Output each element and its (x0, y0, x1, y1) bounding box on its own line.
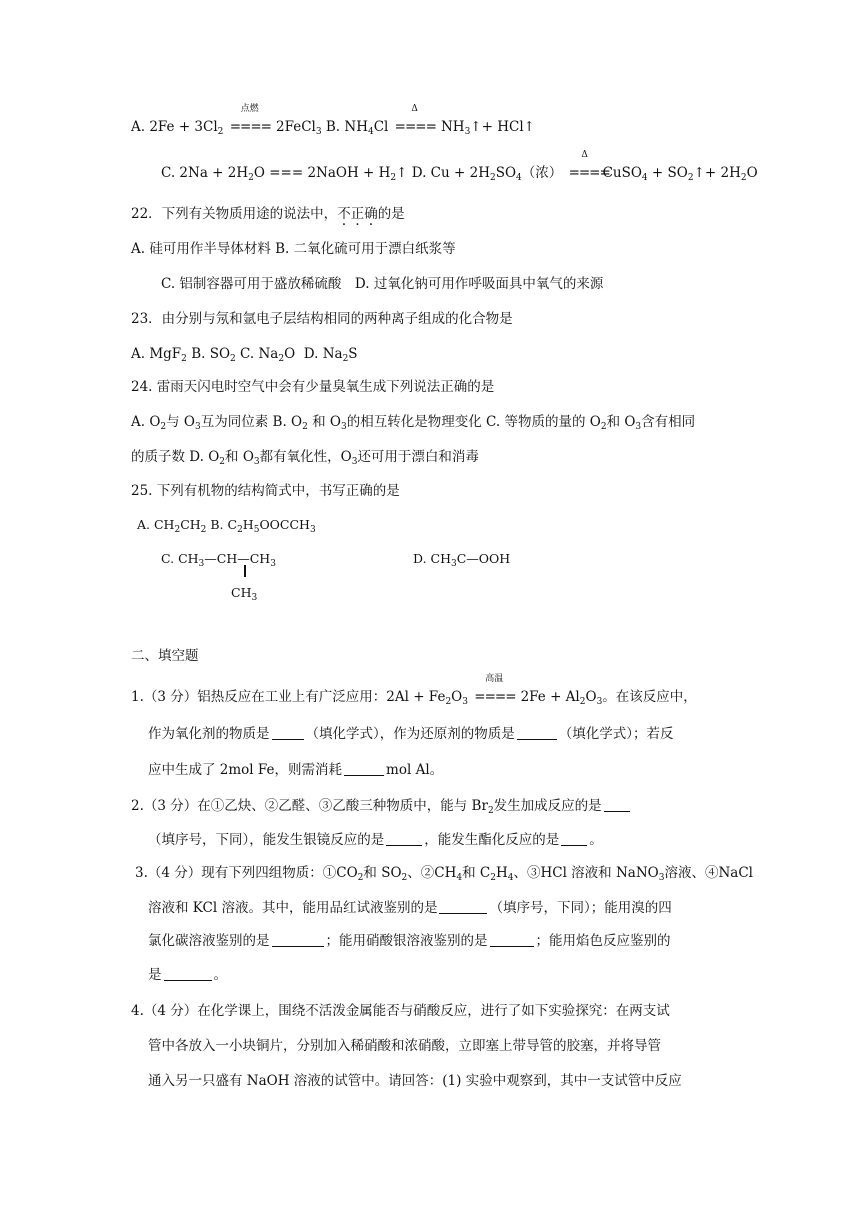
q22-option-cd: C. 铝制容器可用于盛放稀硫酸 D. 过氧化钠可用作呼吸面具中氧气的来源 (161, 276, 604, 292)
q22-stem: 22．下列有关物质用途的说法中，不正确的是 (131, 206, 405, 222)
q22-option-ab: A. 硅可用作半导体材料 B. 二氧化硫可用于漂白纸浆等 (131, 241, 456, 257)
q25-option-d: D. $CH_3C—OOH$ (413, 551, 511, 569)
fill1-line2: 作为氧化剂的物质是 （填化学式），作为还原剂的物质是 （填化学式）；若反 (148, 726, 674, 742)
fill3-line1: 3.（4 分）现有下列四组物质：$①CO_2$和 $SO_2$、$②CH_4$和 $C_2H_4$、③HCl 溶液和 NaNO$_3$溶液、④NaCl (135, 865, 753, 883)
q24-options-line2: 的质子数 D. $O_2$和 $O_3$都有氧化性，$O_3$还可用于漂白和消毒 (131, 449, 479, 467)
answer-blank[interactable] (386, 831, 422, 846)
q25-branch-bond (244, 565, 246, 577)
fill3-line4: 是 。 (148, 967, 227, 983)
fill2-line1: 2.（3 分）在①乙炔、②乙醛、③乙酸三种物质中，能与 $Br_2$发生加成反应的是 (131, 797, 632, 815)
q24-stem: 24. 雷雨天闪电时空气中会有少量臭氧生成下列说法正确的是 (131, 379, 495, 395)
q23-stem: 23．由分别与氖和氩电子层结构相同的两种离子组成的化合物是 (131, 311, 513, 327)
answer-blank[interactable] (517, 725, 557, 740)
answer-blank[interactable] (604, 797, 630, 812)
answer-blank[interactable] (561, 831, 587, 846)
q25-option-c: C. $CH_3—CH—CH_3$ (161, 551, 276, 569)
q24-options-line1: A. $O_2$与 $O_3$互为同位素 B. $O_2$ 和 $O_3$的相互转化是物理变化 C. 等物质的量的 $O_2$和 $O_3$含有相同 (131, 414, 696, 432)
fill3-line2: 溶液和 KCl 溶液。其中，能用品红试液鉴别的是 （填序号，下同）；能用溴的四 (148, 900, 672, 916)
fill4-line2: 管中各放入一小块铜片，分别加入稀硝酸和浓硝酸，立即塞上带导管的胶塞，并将导管 (148, 1038, 661, 1054)
q21-option-cd: C. $2Na + 2H_2O$ === 2NaOH + $H_2↑$ D. $Cu + 2H_2SO_4$（浓） Δ ====CuSO$_4$ + $SO_2↑+ 2H_2O$ (161, 150, 758, 183)
q21-option-ab: A. $2Fe + 3Cl_2$ 点燃 ==== 2FeCl$_3$ B. $NH_4Cl$ Δ ==== $NH_3↑+$ HCl↑ (131, 104, 535, 137)
answer-blank[interactable] (272, 932, 324, 947)
answer-blank[interactable] (439, 899, 487, 914)
emphasis-text (337, 206, 378, 222)
answer-blank[interactable] (344, 761, 384, 776)
q25-stem: 25. 下列有机物的结构简式中，书写正确的是 (131, 483, 400, 499)
fill1-line3: 应中生成了 2mol Fe，则需消耗 mol Al。 (148, 762, 444, 778)
emphasis-char: 正 (350, 206, 365, 222)
subscript-five: 5 (253, 525, 260, 535)
q25-branch-group: $CH_3$ (231, 585, 258, 603)
fill4-line1: 4.（4 分）在化学课上，围绕不活泼金属能否与硝酸反应，进行了如下实验探究：在两支试 (131, 1003, 670, 1019)
answer-blank[interactable] (490, 932, 534, 947)
answer-blank[interactable] (272, 725, 304, 740)
emphasis-char: 确 (364, 206, 378, 222)
fill2-line2: （填序号，下同），能发生银镜反应的是 ，能发生酯化反应的是 。 (148, 832, 603, 848)
answer-blank[interactable] (164, 966, 212, 981)
fill3-line3: 氯化碳溶液鉴别的是 ；能用硝酸银溶液鉴别的是 ；能用焰色反应鉴别的 (148, 933, 671, 949)
fill1-line1: 1.（3 分）铝热反应在工业上有广泛应用：$2Al + Fe_2O_3$ 高温 ==== $2Fe + Al_2O_3$。在该反应中， (131, 674, 697, 707)
q25-option-ab: A. $CH_2CH_2$ B. $C_2H_5OOCCH_3$ (137, 517, 316, 535)
emphasis-char: 不 (337, 206, 351, 222)
q23-options: A. MgF$_2$ B. $SO_2$ C. $Na_2O$ D. $Na_2S$ (131, 346, 358, 364)
section-heading: 二、填空题 (131, 648, 199, 664)
fill4-line3: 通入另一只盛有 NaOH 溶液的试管中。请回答：(1) 实验中观察到，其中一支试管中反应 (148, 1073, 682, 1089)
